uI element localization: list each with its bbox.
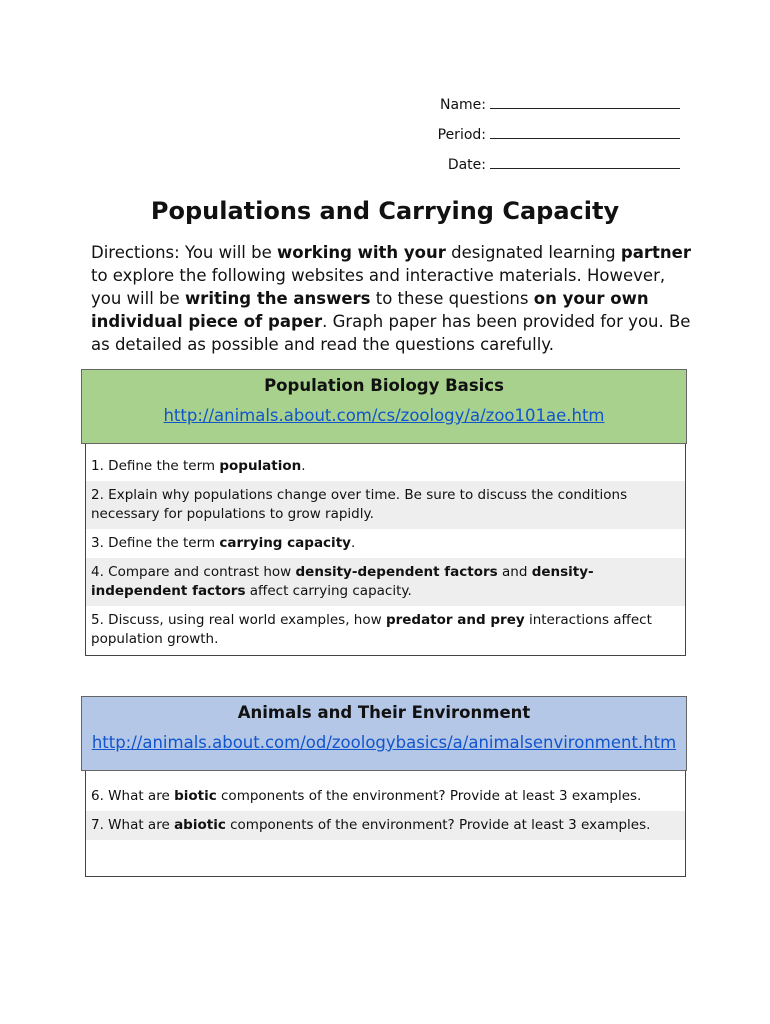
page-title: Populations and Carrying Capacity [150, 197, 620, 225]
question-keyword: abiotic [174, 817, 226, 833]
question-2 [86, 481, 685, 529]
question-3 [86, 529, 685, 558]
question-5 [86, 606, 685, 654]
question-text: components of the environment? Provide at least 3 examples. [216, 788, 642, 804]
question-text: . [301, 458, 306, 474]
name-field[interactable] [380, 93, 680, 117]
question-7 [86, 811, 685, 840]
question-text: 6. What are [91, 788, 175, 804]
section2-title: Animals and Their Environment [237, 703, 531, 722]
question-keyword: carrying capacity [219, 535, 351, 551]
section2-banner [81, 696, 687, 771]
name-label: Name: [439, 97, 486, 113]
directions-text: to explore the following websites and interactive materials. However, you will be [91, 266, 666, 308]
question-keyword: population [219, 458, 302, 474]
directions-text: . Graph paper has been provided for you. Be as detailed as possible and read the questions carefully. [91, 312, 691, 354]
period-blank[interactable] [490, 123, 680, 139]
date-field[interactable] [380, 153, 680, 177]
question-text: 4. Compare and contrast how [91, 564, 296, 580]
directions-text: Directions: You will be [91, 243, 277, 262]
question-text: 1. Define the term [91, 458, 220, 474]
directions-bold: writing the answers [184, 289, 371, 308]
question-keyword: biotic [174, 788, 217, 804]
section1-question-box [85, 436, 686, 656]
period-label: Period: [437, 127, 486, 143]
date-label: Date: [447, 157, 486, 173]
question-text: components of the environment? Provide at least 3 examples. [225, 817, 651, 833]
question-4 [86, 558, 685, 606]
directions-text: to these questions [370, 289, 534, 308]
directions-paragraph [91, 241, 691, 371]
section1-link[interactable]: http://animals.about.com/cs/zoology/a/zoo101ae.htm [163, 406, 605, 425]
question-keyword: density-independent factors [91, 564, 594, 599]
directions-bold: working with your [277, 243, 446, 262]
name-blank[interactable] [490, 93, 680, 109]
section2-link[interactable]: http://animals.about.com/od/zoologybasics/a/animalsenvironment.htm [91, 733, 677, 752]
question-keyword: density-dependent factors [295, 564, 498, 580]
question-text: affect carrying capacity. [245, 583, 412, 599]
question-text: 7. What are [91, 817, 175, 833]
question-text: 2. Explain why populations change over time. Be sure to discuss the conditions necessary for populations to grow rapidly. [91, 487, 628, 522]
period-field[interactable] [380, 123, 680, 147]
section1-title: Population Biology Basics [264, 376, 504, 395]
question-text: and [497, 564, 532, 580]
section1-banner [81, 369, 687, 444]
section2-question-box [85, 766, 686, 877]
question-text: 3. Define the term [91, 535, 220, 551]
question-text: 5. Discuss, using real world examples, how [91, 612, 386, 628]
directions-bold: partner [620, 243, 691, 262]
question-text: . [350, 535, 356, 551]
date-blank[interactable] [490, 153, 680, 169]
directions-text: designated learning [445, 243, 621, 262]
directions-bold: on your own individual piece of paper [91, 289, 649, 331]
question-keyword: predator and prey [385, 612, 525, 628]
question-text: interactions affect population growth. [91, 612, 652, 647]
question-6 [86, 767, 685, 811]
